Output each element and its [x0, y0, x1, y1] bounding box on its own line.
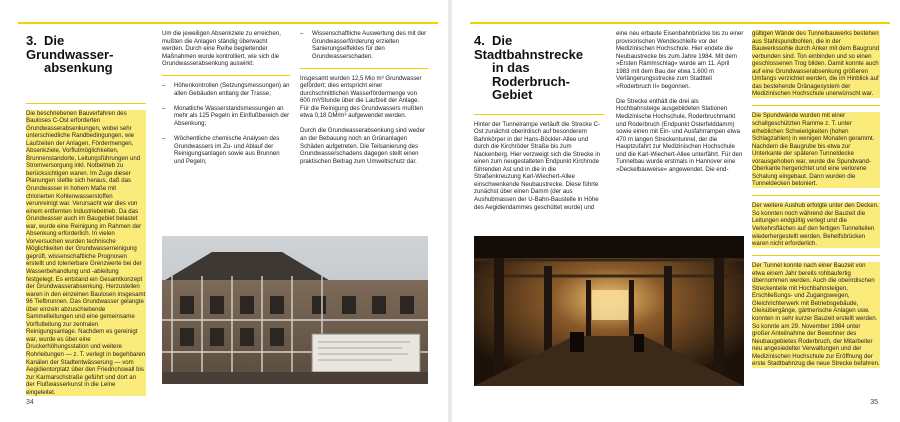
page-number: 34	[26, 399, 34, 406]
list-item: – Wissenschaftliche Auswertung des mit der Grundwasserförderung erzielten Sanierungseffektes für den Grundwasserschaden.	[300, 30, 428, 60]
tunnel-construction-photo	[474, 236, 744, 386]
list-item: – Höhenkontrollen (Setzungsmessungen) an allen Gebäuden entlang der Trasse;	[162, 82, 290, 97]
top-accent-rule	[470, 22, 890, 24]
monitoring-list-continued	[300, 30, 428, 60]
body-paragraph: Um die jeweiligen Absenkziele zu erreichen, mußten die Anlagen ständig überwacht werden. Durch eine Reihe begleitender Maßnahmen wurde kontrolliert, wie sich die Grundwasserabsenkung auswirkt:	[162, 30, 281, 68]
body-paragraph: eine neu erbaute Eisenbahnbrücke bis zu einer provisorischen Wendeschleife vor der Medizinischen Hochschule. Hier endete die Neubaustrecke bis zum Jahre 1984. Mit dem »Ersten Rammschlag« wurde am 11. April 1983 mit dem Bau der etwa 1.600 m Verlängerungsstrecke zum Stadtteil »Roderbruch II« begonnen.	[616, 30, 744, 90]
body-paragraph: Der weitere Aushub erfolgte unter den Decken. So konnten noch während der Bauzeit die Leitungen endgültig verlegt und die Verkehrsflächen auf den fertigen Tunnelteilen wiederhergestellt werden. Behelfsbrücken waren nicht erforderlich.	[752, 202, 879, 248]
body-paragraph: Durch die Grundwasserabsenkung sind weder an der Bebauung noch an Grünanlagen Schäden aufgetreten. Die Teilsanierung des Grundwasserschadens dagegen stellt einen praktischen Beitrag zum Umweltschutz dar.	[300, 127, 425, 165]
monitoring-list	[162, 82, 290, 165]
body-paragraph: gültigen Wände des Tunnelbauwerks bestehen aus Stahlspundbohlen, die in der Bauwerkssohle durch Anker mit dem Baugrund verbunden sind. Ton einbinden und so einen geschlossenen Trog bilden. Damit konnte auch auf eine Grundwasserabsenkung größeren Umfangs verzichtet werden, die im Hinblick auf das bestehende Dränagesystem der Medizinischen Hochschule unerwünscht war.	[752, 30, 880, 98]
section-number: 4.	[474, 33, 485, 48]
photo-image	[474, 236, 744, 386]
left-page	[0, 0, 448, 422]
body-paragraph: Hinter der Tunnelrampe verläuft die Strecke C-Ost zunächst oberirdisch auf besonderem Bahnkörper in der Hans-Böckler-Allee und durch die Kirchröder Straße bis zum Nackenberg. Hier verzweigt sich die Strecke in einen zum neugestalteten Endpunkt Kirchrode führenden Ast und in die in die Straßenkreuzung Karl-Wiechert-Allee einschwenkende Neubaustrecke. Diese führte zunächst über einen Damm (der aus Aushubmassen der U-Bahn-Baustelle in Höhe des Aegidiendammes geschüttet wurde) und	[474, 120, 600, 211]
right-page	[452, 0, 900, 422]
list-item: – Wöchentliche chemische Analysen des Grundwassers im Zu- und Ablauf der Reinigungsanlagen sowie aus Brunnen und Pegeln;	[162, 135, 290, 165]
top-accent-rule	[18, 22, 438, 24]
title-line-2: absenkung	[44, 60, 113, 75]
body-paragraph: Die Spundwände wurden mit einer schallgeschützten Ramme z. T. unter erheblichen Schwierigkeiten (hohen Schlagzahlen) in wenigen Monaten gerammt. Nachdem die Baugrube bis etwa zur Unterkante der späteren Tunneldecke vorausgehoben war, wurde die Spundwand-Oberkante hergerichtet und eine verlorene Schalung eingebaut. Dann wurden die Tunneldecken betoniert.	[752, 112, 880, 187]
title-line-1: Die Grundwasser-	[26, 33, 114, 62]
left-column-3	[300, 30, 428, 173]
left-column-1	[26, 30, 146, 404]
section-title-3	[26, 34, 146, 75]
section-rule	[26, 103, 146, 104]
body-paragraph: Der Tunnel konnte nach einer Bauzeit von etwa einem Jahr bereits rohbaufertig übernommen werden. Auch die oberirdischen Streckenteile mit Hochbahnsteigen, Erschließungs- und Zugangswegen, Gleichrichterwerk mit Betriebsgebäude, Gleisübergänge, gärtnerische Anlagen usw. konnten in sehr kurzer Bauzeit erstellt werden. So konnte am 29. November 1984 unter großer Anteilnahme der Bewohner des Neubaugebietes Roderbruch, der Mitarbeiter neu angesiedelter Verwaltungen und der Medizinischen Hochschule zur Eröffnung der erste Stadtbahnzug die neue Strecke befahren.	[752, 262, 880, 368]
body-paragraph: Die beschriebenen Bauverfahren des Bauloses C-Ost erforderten Grundwasserabsenkungen, wobei sehr unterschiedliche Randbedingungen, wie Laufzeiten der Anlagen, Fördermengen, Absenkziele, Vorflutmöglichkeiten, Brunnenstandorte, Leitungsführungen und Stromversorgung inkl. Notbetrieb zu berücksichtigen waren. Im Zuge dieser Planungen stellte sich heraus, daß das Grundwasser in hohem Maße mit chlorierten Kohlenwasserstoffen verunreinigt war. Verursacht war dies von einem entfernten Industriebetrieb. Da das Grundwasser auch im Baugebiet belastet war, wurde eine Reinigung im Rahmen der Absenkung erforderlich. In vielen Vorversuchen wurden technische Möglichkeiten der Grundwasserreinigung geprüft, wissenschaftliche Prognosen erstellt und tolerierbare Grenzwerte bei der Wasserbehandlung und -ableitung festgelegt. Es entstand ein Gesamtkonzept der Grundwasserabsenkung. Herzustellen waren in den einzelnen Baulosen insgesamt 96 Tiefbrunnen. Das Grundwasser gelangte über einzeln abzuschiebende Sammelleitungen und eine gemeinsame Vorflutleitung zur zentralen Reinigungsanlage. Nachdem es gereinigt war, wurde es über eine Druckerhöhungsstation und weitere Rohrleitungen — z. T. verlegt in begehbaren Kanälen der Stadtentwässerung — vom Aegidientorplatz über den Friedrichswall bis zur Karmarschstraße geführt und dort an der Flußwasserkunst in die Leine eingeleitet.	[26, 109, 146, 396]
list-item: – Monatliche Wasserstandsmessungen an mehr als 125 Pegeln im Einflußbereich der Absenkung;	[162, 105, 290, 128]
section-rule	[474, 114, 604, 115]
left-column-2	[162, 30, 290, 173]
section-title-4	[474, 34, 604, 102]
body-paragraph: Die Strecke enthält die drei als Hochbahnsteige ausgebildeten Stationen Medizinische Hochschule, Roderbruchmarkt und Roderbruch (Endpunkt Osterfelddamm) sowie einen mit Ein- und Ausfahrrampen etwa 470 m langen Streckentunnel, der die Hauptzufahrt zur Medizinischen Hochschule und die Karl-Wiechert-Allee unterfährt. Für den Tunnelbau wurde erstmals in Hannover eine »Deckelbauweise« angewendet. Die end-	[616, 97, 743, 173]
paragraph-rule	[752, 105, 880, 106]
title-line-1: Die Stadtbahnstrecke	[474, 33, 584, 62]
body-paragraph: Insgesamt wurden 12,5 Mio m³ Grundwasser gefördert; dies entspricht einer durchschnittlichen Wasserfördermenge von 600 m³/Stunde über die Laufzeit der Anlage. Für die Reinigung des Grundwassers mußten etwa 0,18 DM/m³ aufgewendet werden.	[300, 74, 423, 120]
right-column-3	[752, 30, 880, 375]
right-column-2	[616, 30, 744, 181]
right-column-1	[474, 30, 604, 219]
paragraph-rule	[752, 255, 880, 256]
list-rule	[162, 75, 290, 76]
list-rule	[300, 68, 428, 69]
section-number: 3.	[26, 33, 37, 48]
title-line-2: in das Roderbruch-	[492, 60, 570, 89]
title-line-3: Gebiet	[492, 87, 533, 102]
building-scaffold-photo	[162, 236, 428, 384]
photo-image	[162, 236, 428, 384]
page-number: 35	[870, 399, 878, 406]
paragraph-rule	[752, 195, 880, 196]
